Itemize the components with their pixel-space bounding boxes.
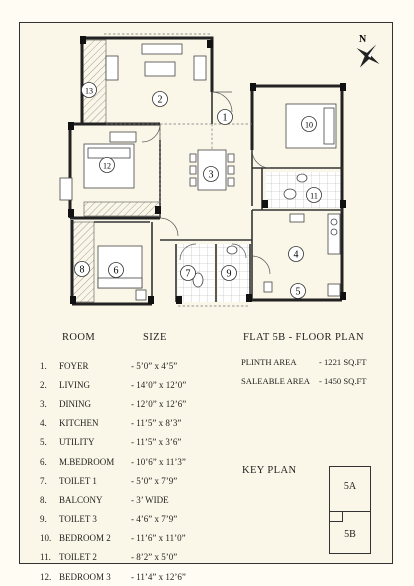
room-size: - 10’6” x 11’3”: [131, 456, 186, 467]
room-row: [40, 414, 225, 433]
room-size: - 11’5” x 8’3”: [131, 418, 182, 429]
north-compass: [352, 30, 382, 75]
room-size: - 5’0” x 7’9”: [131, 475, 178, 486]
room-label: 2: [157, 94, 163, 106]
room-row: [40, 375, 225, 394]
room-row: [40, 548, 225, 567]
room-name: M.BEDROOM: [59, 456, 115, 467]
plinth-area-row: [241, 352, 367, 371]
key-plan-5b: 5B: [344, 529, 356, 540]
room-name: BEDROOM 2: [59, 533, 111, 544]
room-label: 13: [85, 86, 93, 96]
key-plan: [329, 466, 371, 554]
room-label: 4: [293, 249, 299, 261]
room-row: [40, 567, 225, 586]
room-row: [40, 433, 225, 452]
room-size: - 11’5” x 3’6”: [131, 437, 182, 448]
room-number: 4.: [40, 418, 47, 429]
room-number: 8.: [40, 494, 47, 505]
room-label: 11: [310, 191, 318, 201]
room-row: [40, 394, 225, 413]
flat-title: FLAT 5B - FLOOR PLAN: [243, 332, 364, 343]
saleable-area-row: [241, 371, 367, 390]
room-label: 8: [79, 264, 85, 276]
room-size: - 11’6” x 11’0”: [131, 533, 186, 544]
room-size: - 8’2” x 5’0”: [131, 552, 178, 563]
room-name: TOILET 2: [59, 552, 97, 563]
area-value: - 1450 SQ.FT: [319, 375, 367, 386]
room-name: KITCHEN: [59, 418, 99, 429]
room-name: BALCONY: [59, 494, 103, 505]
room-label: 5: [295, 286, 301, 298]
room-label: 10: [305, 120, 313, 130]
room-label: 3: [208, 169, 214, 181]
area-summary: [241, 352, 367, 390]
room-label: 1: [222, 112, 228, 124]
room-number: 1.: [40, 360, 47, 371]
room-row: [40, 471, 225, 490]
room-size: - 3’ WIDE: [131, 494, 169, 505]
room-number: 11.: [40, 552, 51, 563]
room-row: [40, 510, 225, 529]
room-number: 6.: [40, 456, 47, 467]
room-name: TOILET 3: [59, 514, 97, 525]
area-label: SALEABLE AREA: [241, 375, 310, 386]
room-row: [40, 356, 225, 375]
room-size: - 11’4” x 12’6”: [131, 571, 186, 582]
room-label: 6: [113, 265, 119, 277]
compass-north-label: N: [359, 34, 367, 45]
key-plan-5a: 5A: [343, 481, 357, 492]
room-name: FOYER: [59, 360, 89, 371]
area-label: PLINTH AREA: [241, 356, 297, 367]
room-row: [40, 490, 225, 509]
balcony-13: [82, 40, 106, 124]
room-header: ROOM: [62, 332, 96, 343]
room-label: 12: [103, 161, 111, 171]
room-size: - 4’6” x 7’9”: [131, 514, 178, 525]
room-number: 12.: [40, 571, 52, 582]
room-number: 9.: [40, 514, 47, 525]
room-number: 3.: [40, 398, 47, 409]
room-name: BEDROOM 3: [59, 571, 111, 582]
room-size: - 12’0” x 12’6”: [131, 398, 187, 409]
room-number: 7.: [40, 475, 47, 486]
room-number: 10.: [40, 533, 52, 544]
room-name: TOILET 1: [59, 475, 97, 486]
area-value: - 1221 SQ.FT: [319, 356, 367, 367]
key-plan-title: KEY PLAN: [242, 465, 297, 476]
room-number: 2.: [40, 379, 47, 390]
room-number: 5.: [40, 437, 47, 448]
room-label: 7: [185, 268, 191, 280]
size-header: SIZE: [143, 332, 167, 343]
room-size: - 5’0” x 4’5”: [131, 360, 178, 371]
room-name: DINING: [59, 398, 91, 409]
room-label: 9: [226, 268, 232, 280]
room-schedule: [40, 356, 225, 586]
room-name: LIVING: [59, 379, 90, 390]
room-row: [40, 529, 225, 548]
room-size: - 14’0” x 12’0”: [131, 379, 187, 390]
balcony-bed3: [84, 202, 160, 216]
room-row: [40, 452, 225, 471]
room-name: UTILITY: [59, 437, 95, 448]
